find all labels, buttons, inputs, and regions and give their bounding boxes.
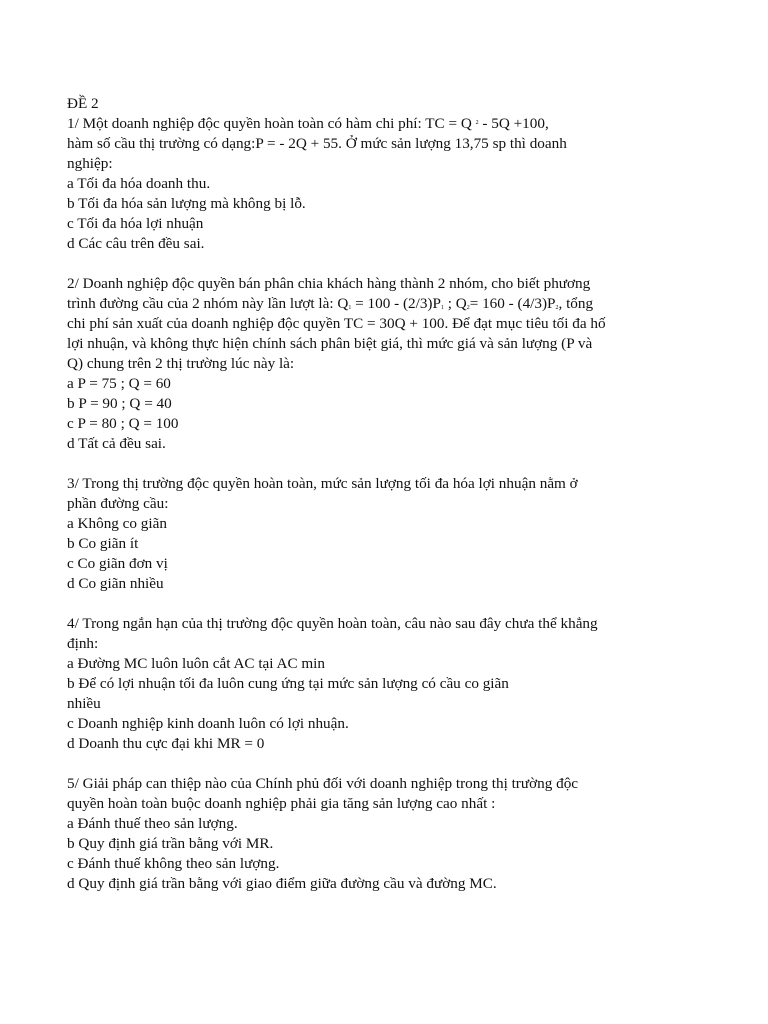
question-1-option-b: b Tối đa hóa sản lượng mà không bị lỗ. bbox=[67, 195, 306, 212]
question-4-option-a: a Đường MC luôn luôn cắt AC tại AC min bbox=[67, 655, 325, 672]
question-3-option-a: a Không co giãn bbox=[67, 515, 167, 532]
question-1-line-3: nghiệp: bbox=[67, 155, 113, 172]
question-4-option-c: c Doanh nghiệp kinh doanh luôn có lợi nhuận. bbox=[67, 715, 349, 732]
question-5-option-b: b Quy định giá trần bằng với MR. bbox=[67, 835, 274, 852]
question-4-option-d: d Doanh thu cực đại khi MR = 0 bbox=[67, 735, 265, 752]
question-5-line-2: quyền hoàn toàn buộc doanh nghiệp phải gia tăng sản lượng cao nhất : bbox=[67, 795, 496, 812]
question-4 bbox=[67, 614, 707, 754]
question-3-option-c: c Co giãn đơn vị bbox=[67, 555, 168, 572]
question-5-option-c: c Đánh thuế không theo sản lượng. bbox=[67, 855, 280, 872]
question-2 bbox=[67, 274, 707, 454]
question-5-line-1: 5/ Giải pháp can thiệp nào của Chính phủ đối với doanh nghiệp trong thị trường độc bbox=[67, 775, 579, 792]
question-4-line-1: 4/ Trong ngắn hạn của thị trường độc quyền hoàn toàn, câu nào sau đây chưa thể khẳng bbox=[67, 615, 598, 632]
question-2-line-3: chi phí sản xuất của doanh nghiệp độc quyền TC = 30Q + 100. Để đạt mục tiêu tối đa hố bbox=[67, 315, 606, 332]
question-2-line-2: trình đường cầu của 2 nhóm này lần lượt là: $Q_1 = 100 - (2/3)P_1$ ; $Q_2= 160 - (4/3)P_2$, tổng bbox=[67, 295, 594, 312]
question-2-option-a: a P = 75 ; Q = 60 bbox=[67, 375, 171, 392]
question-2-option-d: d Tất cả đều sai. bbox=[67, 435, 166, 452]
question-4-option-b-continued: nhiều bbox=[67, 695, 101, 712]
question-1-option-d: d Các câu trên đều sai. bbox=[67, 235, 205, 252]
question-3-option-b: b Co giãn ít bbox=[67, 535, 139, 552]
question-1-line-2: hàm số cầu thị trường có dạng:P = - 2Q + 55. Ở mức sản lượng 13,75 sp thì doanh bbox=[67, 135, 567, 152]
question-1-option-a: a Tối đa hóa doanh thu. bbox=[67, 175, 211, 192]
document-content bbox=[67, 94, 707, 914]
question-3-line-2: phần đường cầu: bbox=[67, 495, 169, 512]
question-4-option-b: b Để có lợi nhuận tối đa luôn cung ứng tại mức sản lượng có cầu co giãn bbox=[67, 675, 509, 692]
question-2-line-4: lợi nhuận, và không thực hiện chính sách phân biệt giá, thì mức giá và sản lượng (P và bbox=[67, 335, 593, 352]
question-5-option-a: a Đánh thuế theo sản lượng. bbox=[67, 815, 238, 832]
question-2-line-1: 2/ Doanh nghiệp độc quyền bán phân chia khách hàng thành 2 nhóm, cho biết phương bbox=[67, 275, 591, 292]
question-3-line-1: 3/ Trong thị trường độc quyền hoàn toàn, mức sản lượng tối đa hóa lợi nhuận nằm ở bbox=[67, 475, 578, 492]
question-4-line-2: định: bbox=[67, 635, 99, 652]
question-2-option-b: b P = 90 ; Q = 40 bbox=[67, 395, 172, 412]
question-5 bbox=[67, 774, 707, 894]
question-3-option-d: d Co giãn nhiều bbox=[67, 575, 164, 592]
question-5-option-d: d Quy định giá trần bằng với giao điểm giữa đường cầu và đường MC. bbox=[67, 875, 497, 892]
question-3 bbox=[67, 474, 707, 594]
question-1 bbox=[67, 114, 707, 254]
question-2-line-5: Q) chung trên 2 thị trường lúc này là: bbox=[67, 355, 295, 372]
question-1-option-c: c Tối đa hóa lợi nhuận bbox=[67, 215, 204, 232]
exam-title: ĐỀ 2 bbox=[67, 95, 99, 112]
question-2-option-c: c P = 80 ; Q = 100 bbox=[67, 415, 179, 432]
question-1-line-1: 1/ Một doanh nghiệp độc quyền hoàn toàn có hàm chi phí: TC = Q $^2$ - 5Q +100, bbox=[67, 115, 549, 132]
